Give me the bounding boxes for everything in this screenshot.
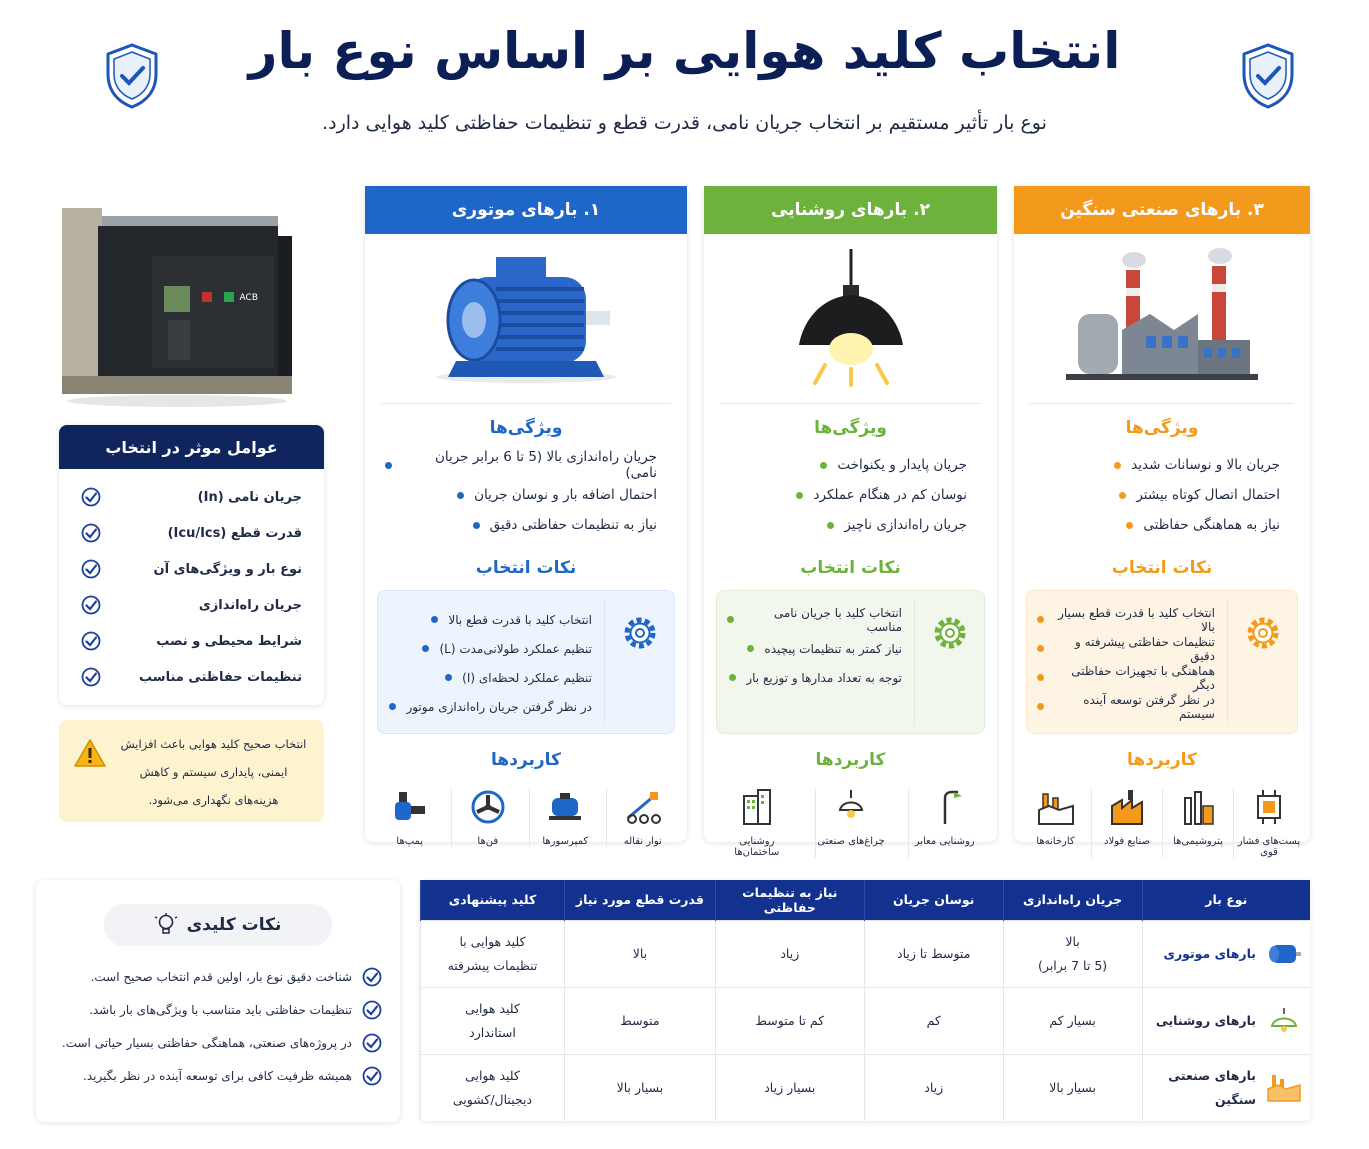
table-row: [421, 987, 1311, 1054]
load-type-label: بارهای صنعتی سنگین: [1168, 1067, 1256, 1107]
key-point-text: همیشه ظرفیت کافی برای توسعه آینده در نظر بگیرید.: [83, 1068, 352, 1083]
application-label: نوار نقاله: [623, 836, 662, 847]
key-point-item: [50, 960, 382, 993]
factor-label: شرایط محیطی و نصب: [156, 633, 302, 649]
tip-text: در نظر گرفتن توسعه آینده سیستم: [1083, 692, 1215, 721]
check-circle-icon: [81, 487, 101, 507]
tip-item: [1037, 663, 1215, 692]
key-point-text: تنظیمات حفاظتی باید متناسب با ویژگی‌های بار باشد.: [89, 1002, 352, 1017]
features-list: [1034, 450, 1280, 540]
tips-list: [378, 591, 604, 733]
application-item: [1020, 788, 1091, 858]
tip-item: [1037, 605, 1215, 634]
table-header-cell: قدرت قطع مورد نیاز: [564, 880, 715, 920]
factor-label: قدرت قطع (Icu/Ics): [167, 525, 302, 541]
factors-title: عوامل موثر در انتخاب: [59, 425, 324, 469]
feature-item: [385, 480, 657, 510]
features-list: [724, 450, 967, 540]
factory-icon: [1266, 1073, 1302, 1103]
motor-icon: [1266, 941, 1302, 967]
tip-text: در نظر گرفتن جریان راه‌اندازی موتور: [406, 699, 592, 714]
feature-item: [724, 480, 967, 510]
application-item: [451, 788, 523, 847]
check-circle-icon: [81, 523, 101, 543]
bullet-dot: [1114, 462, 1121, 469]
key-point-item: [50, 1059, 382, 1092]
application-item: [529, 788, 601, 847]
tip-text: نیاز کمتر به تنظیمات پیچیده: [764, 641, 902, 656]
feature-item: [1034, 510, 1280, 540]
application-label: فن‌ها: [477, 836, 499, 847]
check-circle-icon: [362, 1033, 382, 1053]
bullet-dot: [796, 492, 803, 499]
tip-item: [388, 634, 592, 663]
card-title: ۳. بارهای صنعتی سنگین: [1014, 186, 1310, 234]
bullet-dot: [445, 674, 452, 681]
card-illustration: [381, 234, 671, 404]
bullet-dot: [1126, 522, 1133, 529]
table-header-cell: نوع بار: [1142, 880, 1310, 920]
table-cell: متوسط تا زیاد: [864, 920, 1003, 987]
table-header-cell: نیاز به تنظیمات حفاظتی: [715, 880, 864, 920]
electric-motor-icon: [426, 249, 626, 389]
warning-note: [59, 720, 324, 822]
application-item: [1162, 788, 1233, 858]
tip-text: انتخاب کلید با جریان نامی مناسب: [773, 605, 902, 634]
application-label: روشنایی ساختمان‌ها: [734, 836, 780, 858]
key-points-header: [104, 904, 332, 946]
application-label: کمپرسورها: [542, 836, 589, 847]
check-circle-icon: [81, 595, 101, 615]
tips-box: [716, 590, 985, 734]
feature-text: نوسان کم در هنگام عملکرد: [813, 487, 967, 503]
load-type-label: بارهای روشنایی: [1155, 1012, 1256, 1028]
bullet-dot: [729, 674, 736, 681]
feature-item: [724, 450, 967, 480]
tips-box: [1026, 590, 1298, 734]
applications-title: کاربردها: [1127, 750, 1197, 770]
tip-item: [388, 605, 592, 634]
table-cell: زیاد: [864, 1054, 1003, 1121]
feature-text: نیاز به هماهنگی حفاظتی: [1143, 517, 1280, 533]
feature-item: [385, 510, 657, 540]
tips-title: نکات انتخاب: [1111, 558, 1213, 578]
check-circle-icon: [81, 559, 101, 579]
lamp-icon: [1266, 1008, 1302, 1034]
table-cell: کم: [864, 987, 1003, 1054]
tip-text: تنظیم عملکرد طولانی‌مدت (L): [439, 641, 592, 656]
key-point-text: شناخت دقیق نوع بار، اولین قدم انتخاب صحیح است.: [90, 969, 352, 984]
check-circle-icon: [362, 1000, 382, 1020]
lightbulb-icon: [155, 913, 177, 937]
page-subtitle: نوع بار تأثیر مستقیم بر انتخاب جریان نامی، قدرت قطع و تنظیمات حفاظتی کلید هوایی دارد.: [322, 112, 1047, 134]
application-label: کارخانه‌ها: [1036, 836, 1075, 847]
tip-item: [727, 605, 902, 634]
applications-row: [710, 788, 991, 858]
load-type-label: بارهای موتوری: [1163, 945, 1256, 961]
application-item: [721, 788, 793, 858]
table-cell: بسیار کم: [1003, 987, 1142, 1054]
street-light-icon: [926, 788, 964, 826]
bullet-dot: [389, 703, 396, 710]
conveyor-icon: [624, 788, 662, 826]
bullet-dot: [1037, 674, 1044, 681]
bullet-dot: [431, 616, 438, 623]
steel-plant-icon: [1108, 788, 1146, 826]
applications-row: [1020, 788, 1304, 858]
bullet-dot: [1037, 616, 1044, 623]
factor-label: جریان نامی (In): [197, 489, 302, 505]
feature-item: [1034, 450, 1280, 480]
application-label: چراغ‌های صنعتی: [817, 836, 885, 847]
factor-label: تنظیمات حفاظتی مناسب: [139, 669, 302, 685]
check-circle-icon: [81, 667, 101, 687]
table-cell: بسیار بالا: [564, 1054, 715, 1121]
applications-title: کاربردها: [491, 750, 561, 770]
tip-item: [1037, 692, 1215, 721]
key-points-panel: [36, 880, 400, 1122]
application-item: [908, 788, 980, 858]
application-label: صنایع فولاد: [1104, 836, 1150, 847]
tips-title: نکات انتخاب: [475, 558, 577, 578]
table-cell: بالا (5 تا 7 برابر): [1003, 920, 1142, 987]
industrial-lamp-icon: [832, 788, 870, 826]
key-point-text: در پروژه‌های صنعتی، هماهنگی حفاظتی بسیار حیاتی است.: [61, 1035, 352, 1050]
tip-item: [388, 692, 592, 721]
table-body: [421, 920, 1311, 1121]
feature-text: جریان بالا و نوسانات شدید: [1131, 457, 1280, 473]
selection-factors-panel: [59, 425, 324, 705]
building-icon: [738, 788, 776, 826]
pump-icon: [391, 788, 429, 826]
feature-text: جریان راه‌اندازی ناچیز: [844, 517, 967, 533]
bullet-dot: [1119, 492, 1126, 499]
bullet-dot: [457, 492, 464, 499]
feature-text: جریان راه‌اندازی بالا (5 تا 6 برابر جریان نامی): [434, 449, 657, 481]
table-cell: کلید هوایی استاندارد: [421, 987, 565, 1054]
bullet-dot: [422, 645, 429, 652]
tip-text: هماهنگی با تجهیزات حفاظتی دیگر: [1071, 663, 1215, 692]
tips-list: [717, 591, 914, 733]
bullet-dot: [385, 462, 392, 469]
factor-item: [81, 623, 302, 659]
air-circuit-breaker-image: [52, 196, 302, 411]
check-circle-icon: [362, 967, 382, 987]
table-cell: بسیار زیاد: [715, 1054, 864, 1121]
table-header-cell: جریان راه‌اندازی: [1003, 880, 1142, 920]
comparison-table: [420, 880, 1310, 1121]
application-item: [606, 788, 678, 847]
factor-label: نوع بار و ویژگی‌های آن: [153, 561, 302, 577]
feature-item: [1034, 480, 1280, 510]
bullet-dot: [747, 645, 754, 652]
bullet-dot: [1037, 645, 1044, 652]
tip-item: [388, 663, 592, 692]
table-header-cell: کلید پیشنهادی: [421, 880, 565, 920]
load-type-cell: [1142, 920, 1310, 987]
feature-item: [724, 510, 967, 540]
applications-row: [371, 788, 681, 847]
pendant-lamp-icon: [751, 249, 951, 389]
compressor-icon: [546, 788, 584, 826]
gear-icon: [1243, 613, 1283, 653]
factor-item: [81, 479, 302, 515]
gear-icon: [930, 613, 970, 653]
application-item: [374, 788, 446, 847]
table-cell: بالا: [564, 920, 715, 987]
table-cell: بسیار بالا: [1003, 1054, 1142, 1121]
check-circle-icon: [362, 1066, 382, 1086]
tips-box: [377, 590, 675, 734]
application-label: پتروشیمی‌ها: [1173, 836, 1223, 847]
table-cell: کلید هوایی دیجیتال/کشویی: [421, 1054, 565, 1121]
factor-item: [81, 587, 302, 623]
table-row: [421, 920, 1311, 987]
card-title: ۲. بارهای روشنایی: [704, 186, 997, 234]
feature-text: جریان پایدار و یکنواخت: [837, 457, 967, 473]
key-point-item: [50, 993, 382, 1026]
card-illustration: [720, 234, 981, 404]
card-title: ۱. بارهای موتوری: [365, 186, 687, 234]
table-cell: متوسط: [564, 987, 715, 1054]
tip-item: [727, 663, 902, 692]
card-illustration: [1030, 234, 1294, 404]
key-point-item: [50, 1026, 382, 1059]
load-type-cell: [1142, 987, 1310, 1054]
tips-title: نکات انتخاب: [800, 558, 901, 578]
key-points-list: [50, 960, 382, 1092]
application-label: پست‌های فشار قوی: [1237, 836, 1301, 858]
application-item: [1091, 788, 1162, 858]
substation-icon: [1250, 788, 1288, 826]
load-type-cell: [1142, 1054, 1310, 1121]
feature-text: احتمال اضافه بار و نوسان جریان: [474, 487, 657, 503]
feature-text: احتمال اتصال کوتاه بیشتر: [1136, 487, 1280, 503]
tip-text: تنظیمات حفاظتی پیشرفته و دقیق: [1075, 634, 1215, 663]
application-label: روشنایی معابر: [914, 836, 975, 847]
application-label: پمپ‌ها: [396, 836, 424, 847]
check-circle-icon: [81, 631, 101, 651]
warning-text: انتخاب صحیح کلید هوایی باعث افزایش ایمنی، پایداری سیستم و کاهش هزینه‌های نگهداری می‌شود.: [120, 737, 307, 807]
tip-text: تنظیم عملکرد لحظه‌ای (I): [462, 670, 592, 685]
feature-item: [385, 450, 657, 480]
features-title: ویژگی‌ها: [489, 418, 563, 438]
shield-check-icon: [103, 42, 161, 110]
factory-small-icon: [1037, 788, 1075, 826]
applications-title: کاربردها: [815, 750, 886, 770]
factor-label: جریان راه‌اندازی: [198, 597, 302, 613]
bullet-dot: [820, 462, 827, 469]
factors-list: [59, 469, 324, 695]
factor-item: [81, 659, 302, 695]
features-list: [385, 450, 657, 540]
tips-list: [1027, 591, 1227, 733]
table-cell: کم تا متوسط: [715, 987, 864, 1054]
table-header-row: [421, 880, 1311, 920]
page-title: انتخاب کلید هوایی بر اساس نوع بار: [248, 22, 1121, 80]
features-title: ویژگی‌ها: [814, 418, 887, 438]
motor-loads-card: [365, 186, 687, 847]
warning-icon: [73, 738, 107, 768]
tip-text: انتخاب کلید با قدرت قطع بالا: [448, 612, 592, 627]
lighting-loads-card: [704, 186, 997, 858]
tip-text: انتخاب کلید با قدرت قطع بسیار بالا: [1058, 605, 1215, 634]
feature-text: نیاز به تنظیمات حفاظتی دقیق: [489, 517, 657, 533]
application-item: [815, 788, 887, 858]
factor-item: [81, 551, 302, 587]
bullet-dot: [827, 522, 834, 529]
gear-icon: [620, 613, 660, 653]
product-badge: ACB: [239, 293, 258, 303]
bullet-dot: [1037, 703, 1044, 710]
table-header-cell: نوسان جریان: [864, 880, 1003, 920]
tip-item: [1037, 634, 1215, 663]
factor-item: [81, 515, 302, 551]
fan-icon: [469, 788, 507, 826]
petrochemical-icon: [1179, 788, 1217, 826]
table-cell: کلید هوایی با تنظیمات پیشرفته: [421, 920, 565, 987]
tip-item: [727, 634, 902, 663]
factory-icon: [1062, 244, 1262, 394]
tip-text: توجه به تعداد مدارها و توزیع بار: [746, 670, 902, 685]
shield-check-icon: [1239, 42, 1297, 110]
heavy-industrial-loads-card: [1014, 186, 1310, 858]
features-title: ویژگی‌ها: [1125, 418, 1199, 438]
application-item: [1233, 788, 1304, 858]
key-points-title: نکات کلیدی: [186, 915, 282, 935]
table-row: [421, 1054, 1311, 1121]
bullet-dot: [473, 522, 480, 529]
table-cell: زیاد: [715, 920, 864, 987]
bullet-dot: [727, 616, 734, 623]
